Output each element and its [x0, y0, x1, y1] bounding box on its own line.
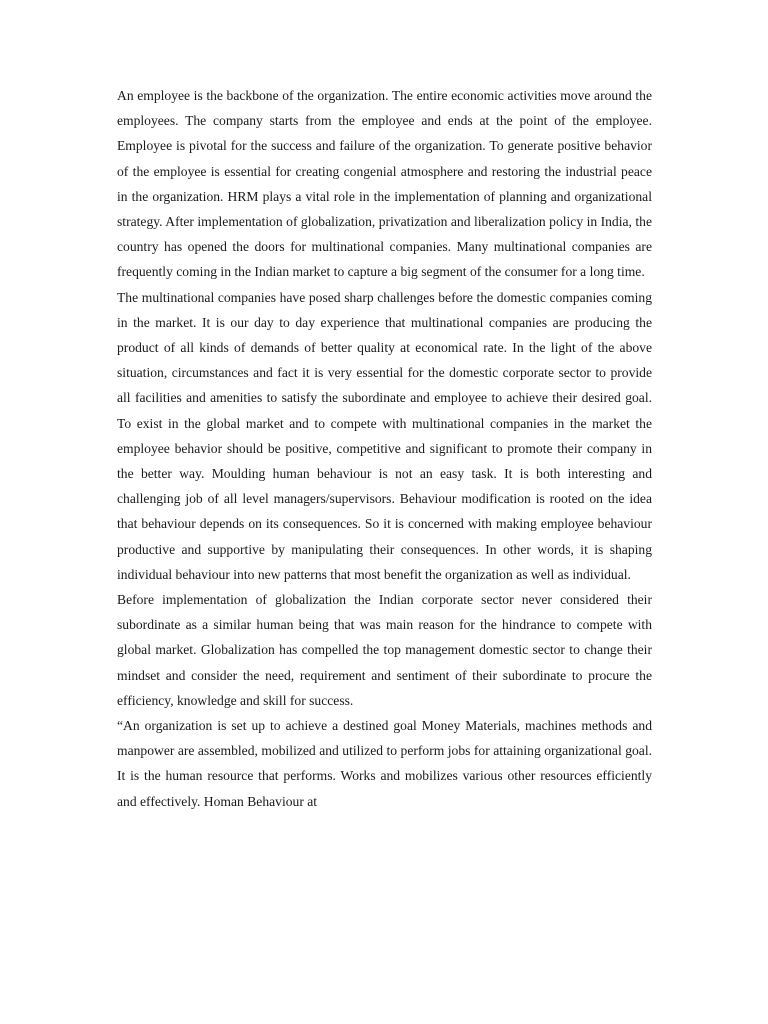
paragraph-4: “An organization is set up to achieve a destined goal Money Materials, machines methods and manpower are assembled, mobilized and utilized to perform jobs for attaining organizational goal. It is the human resource that performs. Works and mobilizes various other resources efficiently and effectively. Homan Behaviour at	[117, 718, 652, 809]
paragraph-1: An employee is the backbone of the organization. The entire economic activities move around the employees. The company starts from the employee and ends at the point of the employee. Employee is pivotal for the success and failure of the organization. To generate positive behavior of the employee is essential for creating congenial atmosphere and restoring the industrial peace in the organization. HRM plays a vital role in the implementation of planning and organizational strategy. After implementation of globalization, privatization and liberalization policy in India, the country has opened the doors for multinational companies. Many multinational companies are frequently coming in the Indian market to capture a big segment of the consumer for a long time.	[117, 88, 652, 280]
paragraph-3: Before implementation of globalization the Indian corporate sector never considered their subordinate as a similar human being that was main reason for the hindrance to compete with global market. Globalization has compelled the top management domestic sector to change their mindset and consider the need, requirement and sentiment of their subordinate to procure the efficiency, knowledge and skill for success.	[117, 592, 652, 708]
document-body	[117, 83, 652, 814]
paragraph-2: The multinational companies have posed sharp challenges before the domestic companies coming in the market. It is our day to day experience that multinational companies are producing the product of all kinds of demands of better quality at economical rate. In the light of the above situation, circumstances and fact it is very essential for the domestic corporate sector to provide all facilities and amenities to satisfy the subordinate and employee to achieve their desired goal. To exist in the global market and to compete with multinational companies in the market the employee behavior should be positive, competitive and significant to promote their company in the better way. Moulding human behaviour is not an easy task. It is both interesting and challenging job of all level managers/supervisors. Behaviour modification is rooted on the idea that behaviour depends on its consequences. So it is concerned with making employee behaviour productive and supportive by manipulating their consequences. In other words, it is shaping individual behaviour into new patterns that most benefit the organization as well as individual.	[117, 289, 652, 582]
